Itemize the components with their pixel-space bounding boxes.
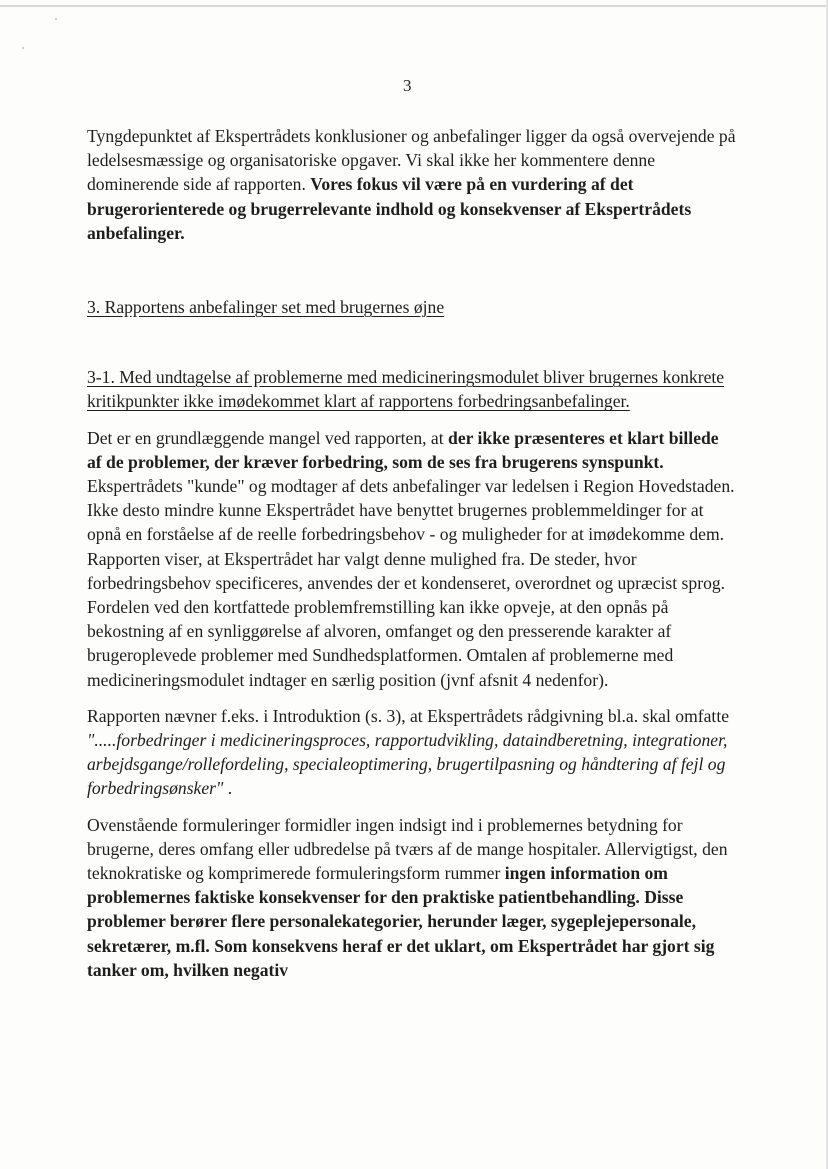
scan-top-edge	[0, 5, 828, 7]
paragraph-conclusion-text: Ovenstående formuleringer formidler ingen indsigt ind i problemernes betydning for brugerne, deres omfang eller udbredelse på tværs af de mange hospitaler. Allervigtigst, den teknokratiske og komprimerede formuleringsform rummer	[87, 814, 728, 884]
document-body	[87, 124, 737, 982]
paragraph-quote-italic: ".....forbedringer i medicineringsproces, rapportudvikling, dataindberetning, integrationer, arbejdsgange/rollefordeling, specialeoptimering, brugertilpasning og håndtering af fejl og forbedringsønsker"	[87, 730, 728, 799]
paragraph-main-text-2: Ekspertrådets "kunde" og modtager af dets anbefalinger var ledelsen i Region Hovedstaden. Ikke desto mindre kunne Ekspertrådet have benyttet brugernes problemmeldinger for at opnå en forståelse af de reelle forbedringsbehov - og muligheder for at imødekomme dem. Rapporten viser, at Ekspertrådet har valgt denne mulighed fra. De steder, hvor forbedringsbehov specificeres, anvendes der et kondenseret, overordnet og upræcist sprog. Fordelen ved den kortfattede problemfremstilling kan ikke opveje, at den opnås på bekostning af en synliggørelse af alvoren, omfanget og den presserende karakter af brugeroplevede problemer med Sundhedsplatformen. Omtalen af problemerne med medicineringsmodulet indtager en særlig position (jvnf afsnit 4 nedenfor).	[87, 476, 735, 690]
paragraph-conclusion-bold: ingen information om problemernes faktiske konsekvenser for den praktiske patientbehandling. Disse problemer berører flere personalekategorier, herunder læger, sygeplejepersonale, sekretærer, m.fl. Som konsekvens heraf er det uklart, om Ekspertrådet har gjort sig tanker om, hvilken negativ	[87, 863, 715, 980]
paragraph-conclusion	[87, 813, 737, 982]
paragraph-main-bold: der ikke præsenteres et klart billede af de problemer, der kræver forbedring, som de ses fra brugerens synspunkt.	[87, 427, 719, 472]
scan-speck	[22, 47, 24, 49]
paragraph-intro	[87, 124, 737, 245]
subsection-heading: 3-1. Med undtagelse af problemerne med medicineringsmodulet bliver brugernes konkrete kritikpunkter ikke imødekommet klart af rapportens forbedringsanbefalinger.	[87, 367, 725, 412]
paragraph-quote-text: Rapporten nævner f.eks. i Introduktion (s. 3), at Ekspertrådets rådgivning bl.a. skal omfatte	[87, 705, 730, 726]
section-heading: 3. Rapportens anbefalinger set med brugernes øjne	[87, 297, 445, 318]
paragraph-main	[87, 426, 737, 692]
paragraph-quote	[87, 704, 737, 801]
paragraph-quote-end: .	[223, 778, 233, 799]
paragraph-intro-bold: Vores fokus vil være på en vurdering af det brugerorienterede og brugerrelevante indhold og konsekvenser af Ekspertrådets anbefalinger.	[87, 174, 692, 243]
page-number: 3	[403, 76, 412, 95]
scan-speck	[55, 18, 57, 20]
paragraph-main-text: Det er en grundlæggende mangel ved rapporten, at	[87, 427, 449, 448]
paragraph-intro-text: Tyngdepunktet af Ekspertrådets konklusioner og anbefalinger ligger da også overvejende på ledelsesmæssige og organisatoriske opgaver. Vi skal ikke her kommentere denne dominerende side af rapporten.	[87, 126, 736, 195]
